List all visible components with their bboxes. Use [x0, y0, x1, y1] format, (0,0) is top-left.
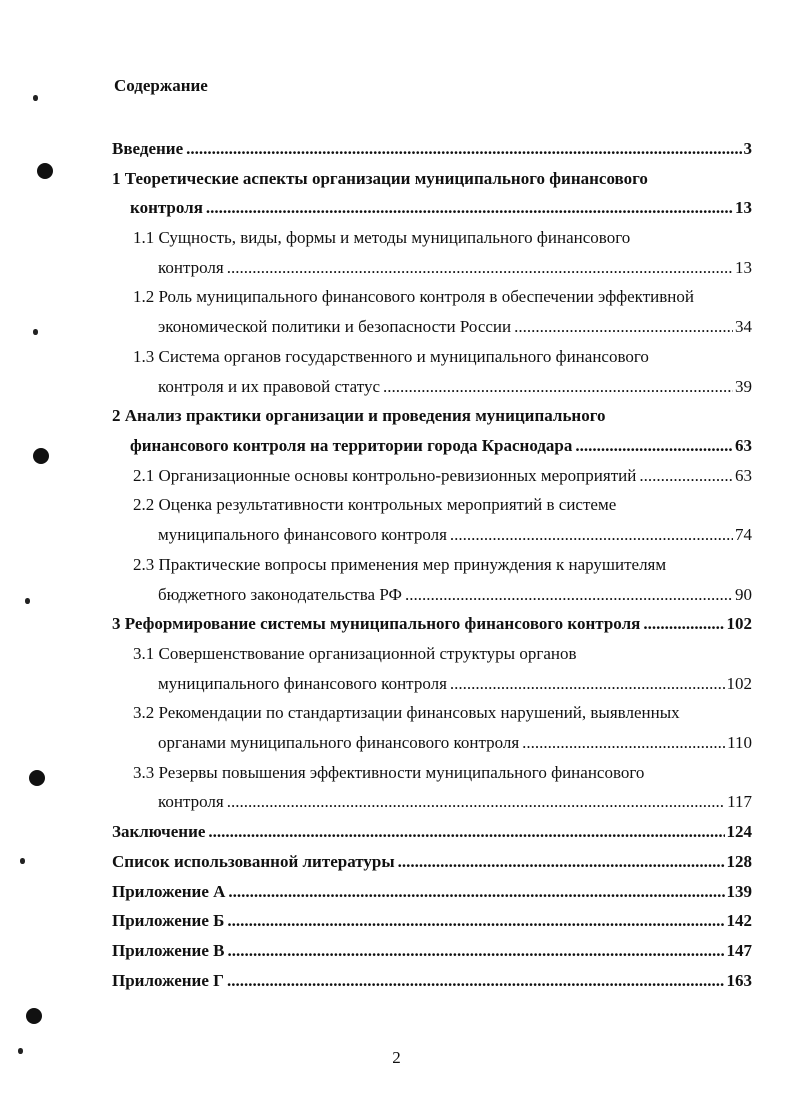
toc-entry-title: Список использованной литературы	[112, 852, 395, 871]
punch-hole	[26, 1008, 42, 1024]
dot-leader	[227, 909, 724, 933]
dot-leader	[208, 820, 724, 844]
toc-entry-title: 1.1 Сущность, виды, формы и методы муниципального финансового	[133, 228, 631, 247]
toc-entry-title: 2.1 Организационные основы контрольно-ревизионных мероприятий	[133, 466, 637, 485]
toc-entry-title: контроля и их правовой статус	[158, 377, 381, 396]
page-title: Содержание	[114, 76, 208, 95]
toc-entry-page: 124	[726, 822, 752, 841]
toc-entry	[112, 880, 752, 904]
toc-entry-title: 1.3 Система органов государственного и муниципального финансового	[133, 347, 649, 366]
scan-speck	[20, 858, 25, 864]
toc-entry	[133, 464, 752, 488]
toc-entry-title: муниципального финансового контроля	[158, 525, 447, 544]
dot-leader	[450, 672, 725, 696]
dot-leader	[227, 256, 733, 280]
toc-entry-title: органами муниципального финансового контроля	[158, 733, 520, 752]
toc-entry-page: 102	[726, 674, 752, 693]
toc-entry	[112, 969, 752, 993]
toc-entry-title: экономической политики и безопасности России	[158, 317, 512, 336]
dot-leader	[514, 315, 733, 339]
dot-leader	[575, 434, 733, 458]
toc-entry-page: 110	[727, 733, 752, 752]
toc-entry	[158, 523, 752, 547]
page-number: 2	[392, 1048, 401, 1067]
toc-entry-title: Введение	[112, 139, 184, 158]
toc-entry-page: 139	[726, 882, 752, 901]
toc-entry	[158, 315, 752, 339]
scan-speck	[33, 95, 38, 101]
toc-entry-page: 163	[726, 971, 752, 990]
toc-entry-title: 3 Реформирование системы муниципального финансового контроля	[112, 614, 641, 633]
toc-entry-title: 2 Анализ практики организации и проведения муниципального	[112, 406, 606, 425]
toc-entry-title: бюджетного законодательства РФ	[158, 585, 402, 604]
dot-leader	[405, 583, 733, 607]
toc-entry-page: 39	[735, 377, 752, 396]
toc-entry-page: 90	[735, 585, 752, 604]
toc-entry-page: 63	[735, 436, 752, 455]
dot-leader	[228, 880, 724, 904]
toc-entry	[130, 434, 752, 458]
toc-entry	[112, 820, 752, 844]
toc-entry-title: 3.1 Совершенствование организационной структуры органов	[133, 644, 577, 663]
toc-entry-title: Приложение В	[112, 941, 225, 960]
toc-entry-title: 2.3 Практические вопросы применения мер принуждения к нарушителям	[133, 555, 667, 574]
toc-entry-title: контроля	[158, 792, 224, 811]
toc-entry-title: контроля	[130, 198, 203, 217]
toc-entry-title: финансового контроля на территории города Краснодара	[130, 436, 573, 455]
dot-leader	[227, 939, 724, 963]
toc-entry-title: контроля	[158, 258, 224, 277]
toc-entry-title: Приложение Г	[112, 971, 224, 990]
toc-entry-page: 128	[726, 852, 752, 871]
toc-entry	[112, 137, 752, 161]
toc-entry	[158, 583, 752, 607]
toc-entry-title: 2.2 Оценка результативности контрольных мероприятий в системе	[133, 495, 617, 514]
toc-entry-title: муниципального финансового контроля	[158, 674, 447, 693]
toc-entry	[112, 909, 752, 933]
dot-leader	[227, 969, 725, 993]
toc-entry	[112, 939, 752, 963]
toc-entry-page: 74	[735, 525, 752, 544]
toc-entry-page: 63	[735, 466, 752, 485]
toc-entry-page: 13	[735, 198, 752, 217]
dot-leader	[522, 731, 725, 755]
toc-entry	[158, 672, 752, 696]
scan-speck	[33, 329, 38, 335]
toc-entry-title: 1 Теоретические аспекты организации муниципального финансового	[112, 169, 648, 188]
toc-entry-page: 142	[726, 911, 752, 930]
toc-entry-title: 3.2 Рекомендации по стандартизации финансовых нарушений, выявленных	[133, 703, 680, 722]
dot-leader	[206, 196, 733, 220]
scan-speck	[18, 1048, 23, 1054]
toc-entry	[112, 850, 752, 874]
toc-entry	[158, 375, 752, 399]
toc-entry-page: 147	[726, 941, 752, 960]
toc-entry-page: 117	[727, 792, 752, 811]
punch-hole	[37, 163, 53, 179]
toc-entry	[158, 256, 752, 280]
toc-entry	[130, 196, 752, 220]
dot-leader	[639, 464, 733, 488]
toc-entry	[158, 790, 752, 814]
toc-entry-title: Приложение А	[112, 882, 226, 901]
toc-entry	[158, 731, 752, 755]
toc-entry	[112, 612, 752, 636]
punch-hole	[33, 448, 49, 464]
toc-entry-title: Приложение Б	[112, 911, 225, 930]
dot-leader	[450, 523, 733, 547]
punch-hole	[29, 770, 45, 786]
toc-entry-title: 3.3 Резервы повышения эффективности муниципального финансового	[133, 763, 645, 782]
scan-speck	[25, 598, 30, 604]
toc-entry-title: 1.2 Роль муниципального финансового контроля в обеспечении эффективной	[133, 287, 694, 306]
dot-leader	[383, 375, 733, 399]
dot-leader	[227, 790, 725, 814]
toc-entry-title: Заключение	[112, 822, 206, 841]
dot-leader	[398, 850, 725, 874]
dot-leader	[186, 137, 741, 161]
toc-entry-page: 102	[726, 614, 752, 633]
dot-leader	[643, 612, 724, 636]
toc-entry-page: 3	[743, 139, 752, 158]
toc-entry-page: 13	[735, 258, 752, 277]
toc-entry-page: 34	[735, 317, 752, 336]
